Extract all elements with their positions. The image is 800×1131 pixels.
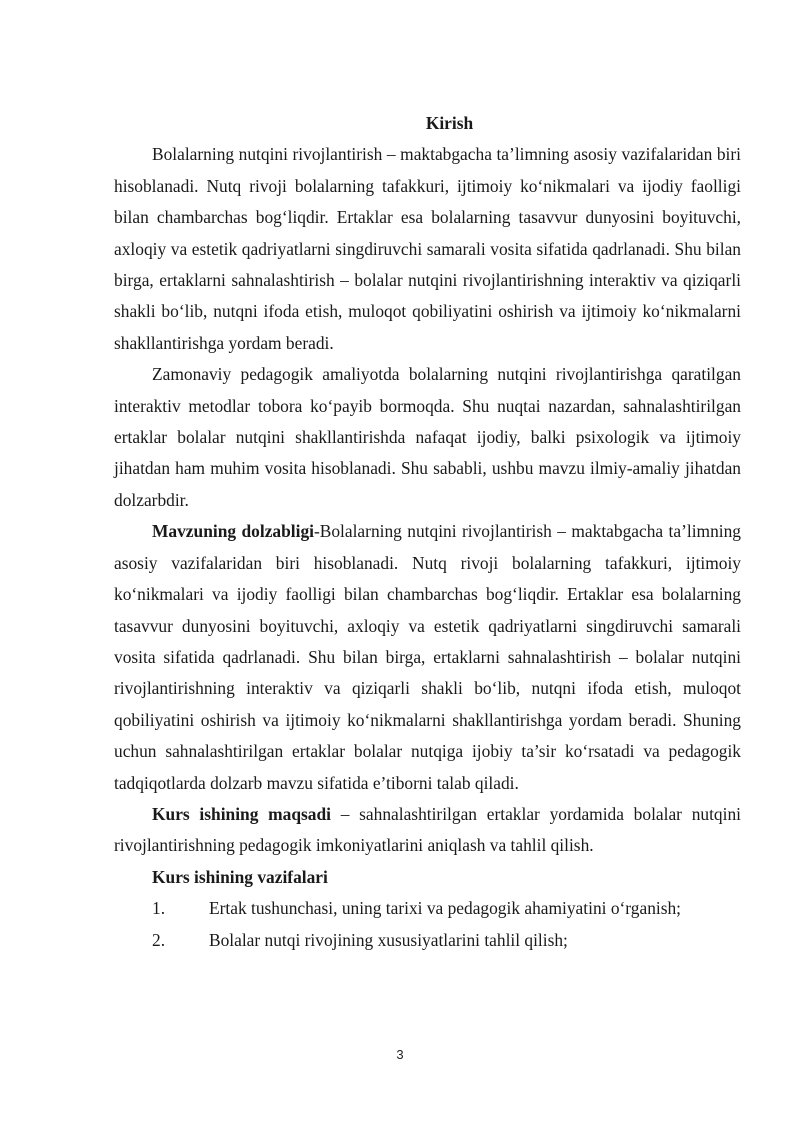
goal-label: Kurs ishining maqsadi (152, 803, 331, 824)
relevance-text: -Bolalarning nutqini rivojlantirish – maktabgacha ta’limning asosiy vazifalaridan biri hisoblanadi. Nutq rivoji bolalarning tafakkuri, ijtimoiy ko‘nikmalari va ijodiy faolligi bilan chambarchas bog‘liqdir. Ertaklar esa bolalarning tasavvur dunyosini boyituvchi, axloqiy va estetik qadriyatlarni singdiruvchi samarali vosita sifatida qadrlanadi. Shu bilan birga, ertaklarni sahnalashtirish – bolalar nutqini rivojlantirishning interaktiv va qiziqarli shakli bo‘lib, nutqni ifoda etish, muloqot qobiliyatini oshirish va ijtimoiy ko‘nikmalarni shakllantirishga yordam beradi. Shuning uchun sahnalashtirilgan ertaklar bolalar nutqiga ijobiy ta’sir ko‘rsatadi va pedagogik tadqiqotlarda dolzarb mavzu sifatida e’tiborni talab qiladi. (114, 521, 741, 793)
paragraph-intro: Bolalarning nutqini rivojlantirish – maktabgacha ta’limning asosiy vazifalaridan biri hisoblanadi. Nutq rivoji bolalarning tafakkuri, ijtimoiy ko‘nikmalari va ijodiy faolligi bilan chambarchas bog‘liqdir. Ertaklar esa bolalarning tasavvur dunyosini boyituvchi, axloqiy va estetik qadriyatlarni singdiruvchi samarali vosita sifatida qadrlanadi. Shu bilan birga, ertaklarni sahnalashtirish – bolalar nutqini rivojlantirishning interaktiv va qiziqarli shakli bo‘lib, nutqni ifoda etish, muloqot qobiliyatini oshirish va ijtimoiy ko‘nikmalarni shakllantirishga yordam beradi. (114, 144, 741, 353)
task-text: Ertak tushunchasi, uning tarixi va pedagogik ahamiyatini o‘rganish; (209, 898, 682, 919)
paragraph-goal (114, 799, 741, 862)
task-number: 2. (152, 929, 166, 950)
section-title: Kirish (425, 113, 474, 133)
task-number: 1. (152, 898, 166, 919)
goal-text: – sahnalashtirilgan ertaklar yordamida bolalar nutqini rivojlantirishning pedagogik imkoniyatlarini aniqlash va tahlil qilish. (114, 803, 741, 856)
relevance-label: Mavzuning dolzabligi (152, 521, 314, 542)
document-page (114, 108, 741, 956)
task-item (114, 893, 741, 924)
tasks-heading: Kurs ishining vazifalari (152, 866, 328, 887)
page-number: 3 (396, 1047, 404, 1062)
task-text: Bolalar nutqi rivojining xususiyatlarini tahlil qilish; (209, 929, 568, 950)
task-item (114, 925, 741, 956)
paragraph-relevance (114, 516, 741, 799)
paragraph-methods: Zamonaviy pedagogik amaliyotda bolalarning nutqini rivojlantirishga qaratilgan interaktiv metodlar tobora ko‘payib bormoqda. Shu nuqtai nazardan, sahnalashtirilgan ertaklar bolalar nutqini shakllantirishda nafaqat ijodiy, balki psixologik va ijtimoiy jihatdan ham muhim vosita hisoblanadi. Shu sababli, ushbu mavzu ilmiy-amaliy jihatdan dolzarbdir. (114, 364, 741, 510)
